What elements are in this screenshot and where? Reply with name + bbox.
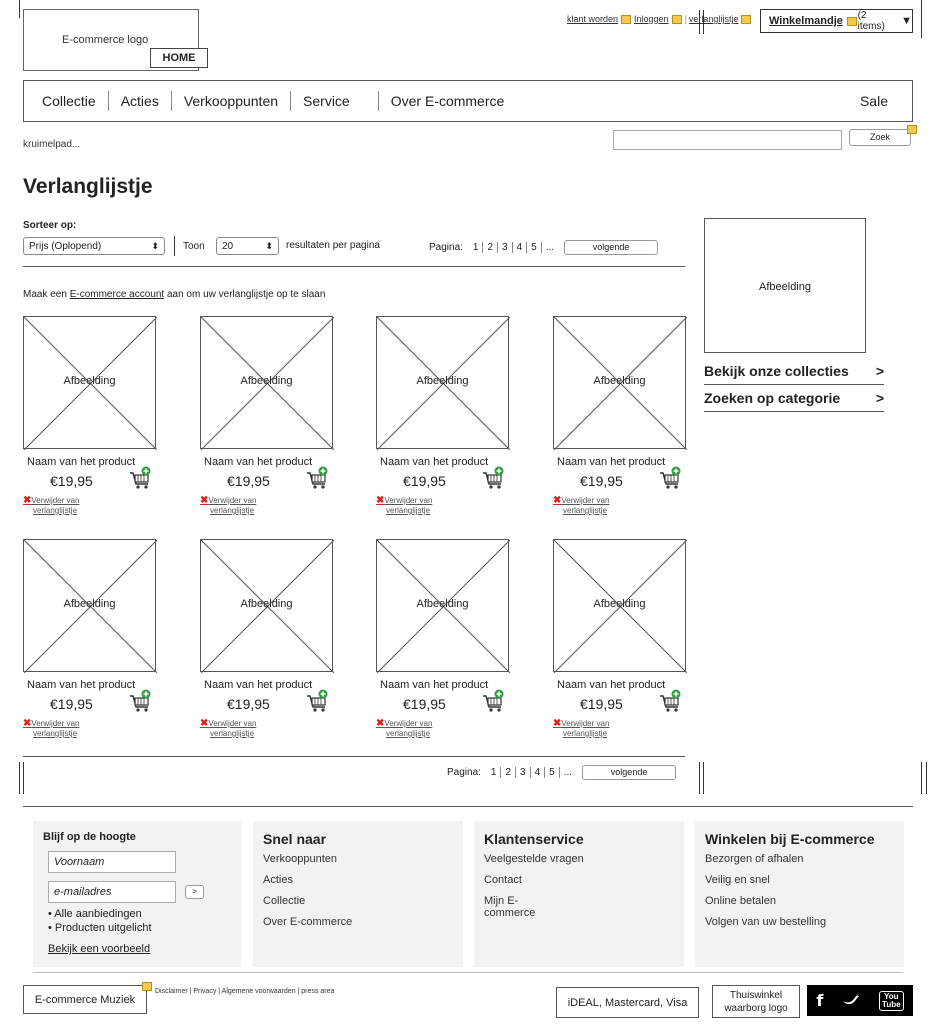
- footer-link[interactable]: Online betalen: [705, 895, 776, 907]
- add-to-cart-icon[interactable]: [128, 689, 152, 713]
- payment-methods-text: iDEAL, Mastercard, Visa: [567, 996, 688, 1009]
- frame-line: [19, 762, 20, 794]
- footer-link[interactable]: Veilig en snel: [705, 874, 770, 886]
- remove-from-wishlist-link[interactable]: [376, 496, 432, 516]
- remove-icon: ✖: [553, 718, 562, 729]
- remove-from-wishlist-link[interactable]: [553, 496, 609, 516]
- nav-item-verkooppunten[interactable]: Verkooppunten: [172, 91, 291, 111]
- nav-item-service[interactable]: Service: [291, 91, 379, 111]
- register-link[interactable]: klant worden: [567, 14, 619, 24]
- product-price: €19,95: [580, 473, 623, 489]
- remove-icon: ✖: [23, 495, 32, 506]
- pagination-bottom: [447, 765, 676, 780]
- pagination-top: [429, 240, 658, 255]
- product-name[interactable]: Naam van het product: [204, 679, 313, 691]
- youtube-icon[interactable]: [879, 991, 904, 1011]
- remove-icon: ✖: [376, 495, 385, 506]
- product-name[interactable]: Naam van het product: [557, 679, 666, 691]
- next-page-button[interactable]: volgende: [582, 765, 676, 780]
- page-title: Verlanglijstje: [23, 175, 153, 198]
- wishlist-link[interactable]: verlanglijstje: [688, 14, 739, 24]
- remove-link-text: verlanglijstje: [33, 506, 78, 515]
- product-image[interactable]: [553, 316, 686, 449]
- image-placeholder-label: Afbeelding: [63, 598, 116, 610]
- note-icon: [741, 15, 751, 24]
- nav-item-acties[interactable]: Acties: [109, 91, 172, 111]
- product-card[interactable]: [200, 316, 360, 526]
- remove-icon: ✖: [200, 718, 209, 729]
- product-card[interactable]: [376, 316, 536, 526]
- product-image[interactable]: [376, 316, 509, 449]
- bullet-item: • Producten uitgelicht: [48, 922, 152, 934]
- select-arrows-icon: ⬍: [265, 240, 273, 251]
- trust-logo-line: Thuiswinkel: [729, 990, 783, 1001]
- remove-link-text: verlanglijstje: [563, 506, 608, 515]
- product-card[interactable]: [23, 316, 183, 526]
- cart-dropdown[interactable]: [760, 9, 913, 33]
- add-to-cart-icon[interactable]: [658, 689, 682, 713]
- product-image[interactable]: [553, 539, 686, 672]
- product-price: €19,95: [580, 696, 623, 712]
- remove-from-wishlist-link[interactable]: [553, 719, 609, 739]
- product-image[interactable]: [23, 539, 156, 672]
- remove-link-text: Verwijder van: [384, 719, 433, 728]
- product-price: €19,95: [50, 696, 93, 712]
- footer-link[interactable]: Collectie: [263, 895, 306, 907]
- product-name[interactable]: Naam van het product: [380, 456, 489, 468]
- page-link[interactable]: 4: [530, 767, 545, 778]
- trust-logo: [712, 985, 800, 1018]
- product-name[interactable]: Naam van het product: [557, 456, 666, 468]
- note-icon: [621, 15, 631, 24]
- page-link[interactable]: 5: [544, 767, 559, 778]
- product-card[interactable]: [23, 539, 183, 749]
- chevron-down-icon: ▼: [901, 15, 912, 27]
- remove-link-text: Verwijder van: [561, 496, 610, 505]
- category-search-link-label: Zoeken op categorie: [704, 390, 841, 406]
- pagination-label: Pagina:: [447, 767, 481, 778]
- legal-links[interactable]: Disclaimer | Privacy | Algemene voorwaarden | press area: [155, 988, 335, 995]
- category-search-link[interactable]: [704, 390, 884, 412]
- product-card[interactable]: [553, 316, 713, 526]
- collections-link[interactable]: [704, 363, 884, 385]
- top-links: klant worden Inloggen | verlanglijstje: [567, 14, 752, 24]
- account-message-text: aan om uw verlanglijstje op te slaan: [164, 289, 326, 300]
- frame-line: [19, 0, 20, 18]
- note-icon: [142, 982, 152, 991]
- page-link[interactable]: 5: [526, 242, 541, 253]
- quick-links-section: [253, 821, 463, 967]
- facebook-icon[interactable]: f: [816, 991, 824, 1010]
- image-placeholder-label: Afbeelding: [593, 375, 646, 387]
- ecommerce-logo[interactable]: [23, 9, 199, 71]
- footer-link[interactable]: Acties: [263, 874, 293, 886]
- footer-link[interactable]: Over E-commerce: [263, 916, 353, 928]
- newsletter-title: Blijf op de hoogte: [43, 831, 136, 843]
- note-icon: [672, 15, 682, 24]
- frame-line: [921, 762, 922, 794]
- trust-logo-line: waarborg logo: [724, 1003, 788, 1014]
- product-image[interactable]: [23, 316, 156, 449]
- nav-item-sale[interactable]: Sale: [859, 93, 888, 109]
- frame-line: [699, 762, 700, 794]
- footer-link[interactable]: Veelgestelde vragen: [484, 853, 584, 865]
- page-ellipsis: ...: [541, 242, 558, 253]
- remove-link-text: Verwijder van: [208, 719, 257, 728]
- sidebar-image: [704, 218, 866, 353]
- add-to-cart-icon[interactable]: [481, 689, 505, 713]
- note-icon: [907, 125, 917, 134]
- product-price: €19,95: [403, 473, 446, 489]
- nav-item-collectie[interactable]: Collectie: [24, 91, 109, 111]
- youtube-text: You: [884, 991, 899, 1001]
- product-price: €19,95: [50, 473, 93, 489]
- next-page-button[interactable]: volgende: [564, 240, 658, 255]
- footer-link[interactable]: Contact: [484, 874, 522, 886]
- remove-from-wishlist-link[interactable]: [200, 496, 256, 516]
- page-link[interactable]: 2: [500, 767, 515, 778]
- frame-line: [921, 0, 922, 38]
- page-link[interactable]: 1: [490, 767, 497, 778]
- collections-link-label: Bekijk onze collecties: [704, 363, 849, 379]
- example-link[interactable]: Bekijk een voorbeeld: [48, 943, 151, 955]
- social-links: [807, 985, 913, 1016]
- image-placeholder-label: Afbeelding: [416, 375, 469, 387]
- page-link[interactable]: 2: [482, 242, 497, 253]
- logo-text: E-commerce logo: [62, 34, 149, 46]
- product-image[interactable]: [200, 539, 333, 672]
- frame-line: [23, 762, 24, 794]
- remove-link-text: verlanglijstje: [386, 506, 431, 515]
- twitter-icon[interactable]: [842, 992, 860, 1009]
- breadcrumb[interactable]: kruimelpad...: [23, 139, 81, 150]
- customer-service-title: Klantenservice: [484, 831, 584, 847]
- add-to-cart-icon[interactable]: [305, 689, 329, 713]
- select-arrows-icon: ⬍: [151, 240, 159, 251]
- add-to-cart-icon[interactable]: [658, 466, 682, 490]
- first-name-field[interactable]: Voornaam: [48, 851, 176, 873]
- pagination-label: Pagina:: [429, 242, 463, 253]
- image-placeholder-label: Afbeelding: [416, 598, 469, 610]
- per-page-value: 20: [222, 240, 234, 252]
- add-to-cart-icon[interactable]: [128, 466, 152, 490]
- remove-link-text: Verwijder van: [208, 496, 257, 505]
- create-account-link[interactable]: E-commerce account: [69, 289, 165, 300]
- page-link[interactable]: 1: [472, 242, 479, 253]
- cart-count: (2 items): [857, 10, 885, 32]
- footer-link[interactable]: Mijn E-commerce: [484, 895, 536, 919]
- remove-link-text: verlanglijstje: [386, 729, 431, 738]
- newsletter-bullets: [48, 907, 231, 935]
- payment-methods: [556, 987, 699, 1018]
- divider: [23, 266, 685, 267]
- frame-line: [926, 762, 927, 794]
- sort-label: Sorteer op:: [23, 220, 77, 231]
- newsletter-section: [33, 821, 241, 967]
- remove-icon: ✖: [553, 495, 562, 506]
- quick-links-title: Snel naar: [263, 831, 327, 847]
- subscribe-button[interactable]: >: [185, 885, 204, 899]
- footer-link[interactable]: Bezorgen of afhalen: [705, 853, 804, 865]
- remove-link-text: Verwijder van: [31, 719, 80, 728]
- remove-link-text: verlanglijstje: [33, 729, 78, 738]
- page-ellipsis: ...: [559, 767, 576, 778]
- main-nav: [23, 80, 913, 122]
- customer-service-section: [474, 821, 684, 967]
- shopping-info-title: Winkelen bij E-commerce: [705, 831, 875, 847]
- remove-link-text: Verwijder van: [561, 719, 610, 728]
- bullet-item: • Alle aanbiedingen: [48, 908, 142, 920]
- product-price: €19,95: [403, 696, 446, 712]
- cart-label: Winkelmandje: [769, 15, 843, 27]
- footer-link[interactable]: Volgen van uw bestelling: [705, 916, 827, 928]
- remove-icon: ✖: [376, 718, 385, 729]
- remove-icon: ✖: [23, 718, 32, 729]
- product-card[interactable]: [376, 539, 536, 749]
- frame-line: [703, 762, 704, 794]
- remove-from-wishlist-link[interactable]: [376, 719, 432, 739]
- home-button[interactable]: HOME: [150, 48, 208, 68]
- sort-select[interactable]: [23, 237, 165, 255]
- account-message: [23, 289, 325, 300]
- product-name[interactable]: Naam van het product: [27, 456, 136, 468]
- per-page-select[interactable]: [216, 237, 279, 255]
- per-page-label: resultaten per pagina: [286, 240, 380, 251]
- image-placeholder-label: Afbeelding: [240, 375, 293, 387]
- remove-link-text: verlanglijstje: [563, 729, 608, 738]
- product-name[interactable]: Naam van het product: [27, 679, 136, 691]
- footer-divider: [23, 806, 913, 807]
- show-label: Toon: [183, 241, 205, 252]
- remove-link-text: verlanglijstje: [210, 729, 255, 738]
- page-link[interactable]: 3: [515, 767, 530, 778]
- login-link[interactable]: Inloggen: [634, 14, 669, 24]
- product-image[interactable]: [376, 539, 509, 672]
- search-button[interactable]: Zoek: [849, 129, 911, 146]
- product-name[interactable]: Naam van het product: [204, 456, 313, 468]
- remove-from-wishlist-link[interactable]: [200, 719, 256, 739]
- product-price: €19,95: [227, 473, 270, 489]
- remove-from-wishlist-link[interactable]: [23, 719, 79, 739]
- search-input[interactable]: [613, 130, 842, 150]
- shopping-info-section: [695, 821, 904, 967]
- divider: [23, 756, 685, 757]
- product-card[interactable]: [200, 539, 360, 749]
- nav-item-over[interactable]: Over E-commerce: [390, 93, 505, 109]
- chevron-right-icon: >: [875, 363, 884, 379]
- product-image[interactable]: [200, 316, 333, 449]
- add-to-cart-icon[interactable]: [481, 466, 505, 490]
- image-placeholder-label: Afbeelding: [63, 375, 116, 387]
- account-message-text: Maak een: [23, 289, 70, 300]
- product-name[interactable]: Naam van het product: [380, 679, 489, 691]
- divider: [174, 236, 175, 256]
- page-link[interactable]: 4: [512, 242, 527, 253]
- remove-link-text: verlanglijstje: [210, 506, 255, 515]
- remove-from-wishlist-link[interactable]: [23, 496, 79, 516]
- youtube-text: Tube: [882, 999, 901, 1009]
- sort-value: Prijs (Oplopend): [29, 240, 102, 252]
- page-link[interactable]: 3: [497, 242, 512, 253]
- remove-link-text: Verwijder van: [384, 496, 433, 505]
- remove-link-text: Verwijder van: [31, 496, 80, 505]
- product-card[interactable]: [553, 539, 713, 749]
- image-placeholder-label: Afbeelding: [240, 598, 293, 610]
- image-placeholder-label: Afbeelding: [759, 281, 811, 293]
- footer-logo[interactable]: E-commerce Muziek: [23, 985, 147, 1014]
- footer-link[interactable]: Verkooppunten: [263, 853, 338, 865]
- remove-icon: ✖: [200, 495, 209, 506]
- add-to-cart-icon[interactable]: [305, 466, 329, 490]
- footer-divider: [33, 972, 903, 973]
- chevron-right-icon: >: [875, 390, 884, 406]
- product-price: €19,95: [227, 696, 270, 712]
- email-field[interactable]: e-mailadres: [48, 881, 176, 903]
- image-placeholder-label: Afbeelding: [593, 598, 646, 610]
- note-icon: [847, 17, 857, 26]
